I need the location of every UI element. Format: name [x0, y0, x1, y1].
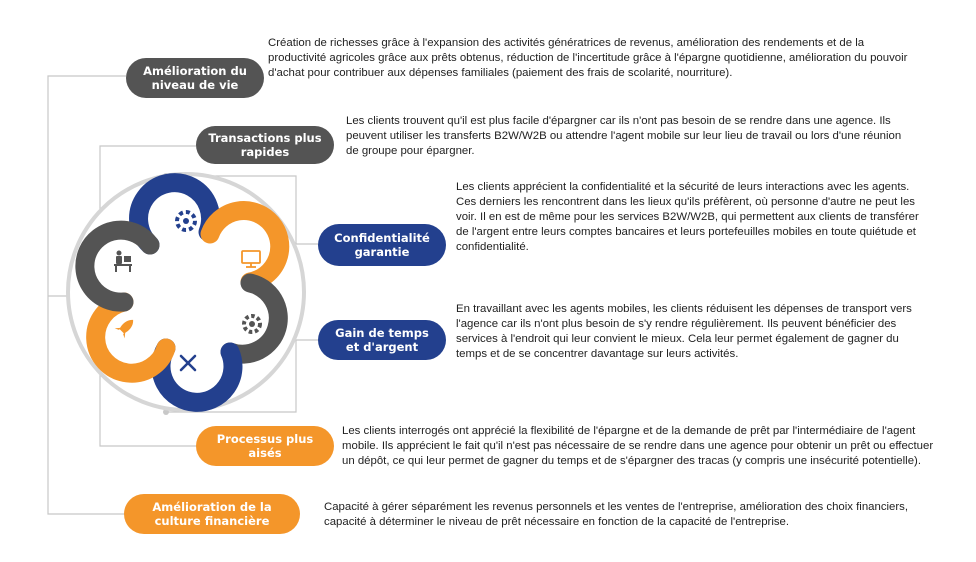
desc-culture-financiere: Capacité à gérer séparément les revenus personnels et les ventes de l'entreprise, amélioration des choix financiers, capacité à déterminer le niveau de prêt nécessaire en fonction de la capacité de l'entreprise. [324, 501, 909, 528]
pill-niveau-de-vie: Amélioration du niveau de vie [126, 58, 264, 98]
desc-transactions-rapides: Les clients trouvent qu'il est plus facile d'épargner car ils n'ont pas besoin de se rendre dans une agence. Ils peuvent utiliser les transferts B2W/W2B ou attendre l'agent mobile sur leur lieu de travail ou lors d'une réunion de groupe pour épargner. [346, 115, 902, 157]
pill-confidentialite: Confidentialité garantie [318, 224, 446, 266]
desc-confidentialite: Les clients apprécient la confidentialité et la sécurité de leurs interactions avec les agents. Ces derniers les rencontrent dans les lieux qu'ils préfèrent, où personne d'autre ne peut les voir. Il en est de même pour les services B2W/W2B, qui permettent aux clients de transférer de l'argent entre leurs comptes bancaires et leurs portefeuilles mobiles en toute quiétude et confidentialité. [456, 181, 919, 253]
pill-culture-financiere: Amélioration de la culture financière [124, 494, 300, 534]
desc-processus-aises: Les clients interrogés ont apprécié la flexibilité de l'épargne et de la demande de prêt par l'intermédiaire de l'agent mobile. Ils apprécient le fait qu'il n'est pas nécessaire de se rendre dans une agence pour obtenir un prêt ou effectuer un dépôt, ce qui leur permet de gagner du temps et de s'épargner des tracas (y compris une insécurité potentielle). [342, 425, 934, 467]
desc-gain-temps-argent: En travaillant avec les agents mobiles, les clients réduisent les dépenses de transport vers l'agence car ils n'ont plus besoin de s'y rendre régulièrement. Ils peuvent bénéficier des services à l'endroit qui leur convient le mieux. Cela leur permet également de gagner du temps et de se concentrer davantage sur leurs activités. [456, 303, 912, 360]
pill-processus-aises: Processus plus aisés [196, 426, 334, 466]
desc-niveau-de-vie: Création de richesses grâce à l'expansion des activités génératrices de revenus, amélioration des rendements et de la productivité agricoles grâce aux prêts obtenus, réduction de l'incertitude grâce à l'épargne quotidienne, amélioration du pouvoir d'achat pour contribuer aux dépenses familiales (paiement des frais de scolarité, nourriture). [268, 37, 908, 79]
pill-gain-temps-argent: Gain de temps et d'argent [318, 320, 446, 360]
pill-transactions-rapides: Transactions plus rapides [196, 126, 334, 164]
